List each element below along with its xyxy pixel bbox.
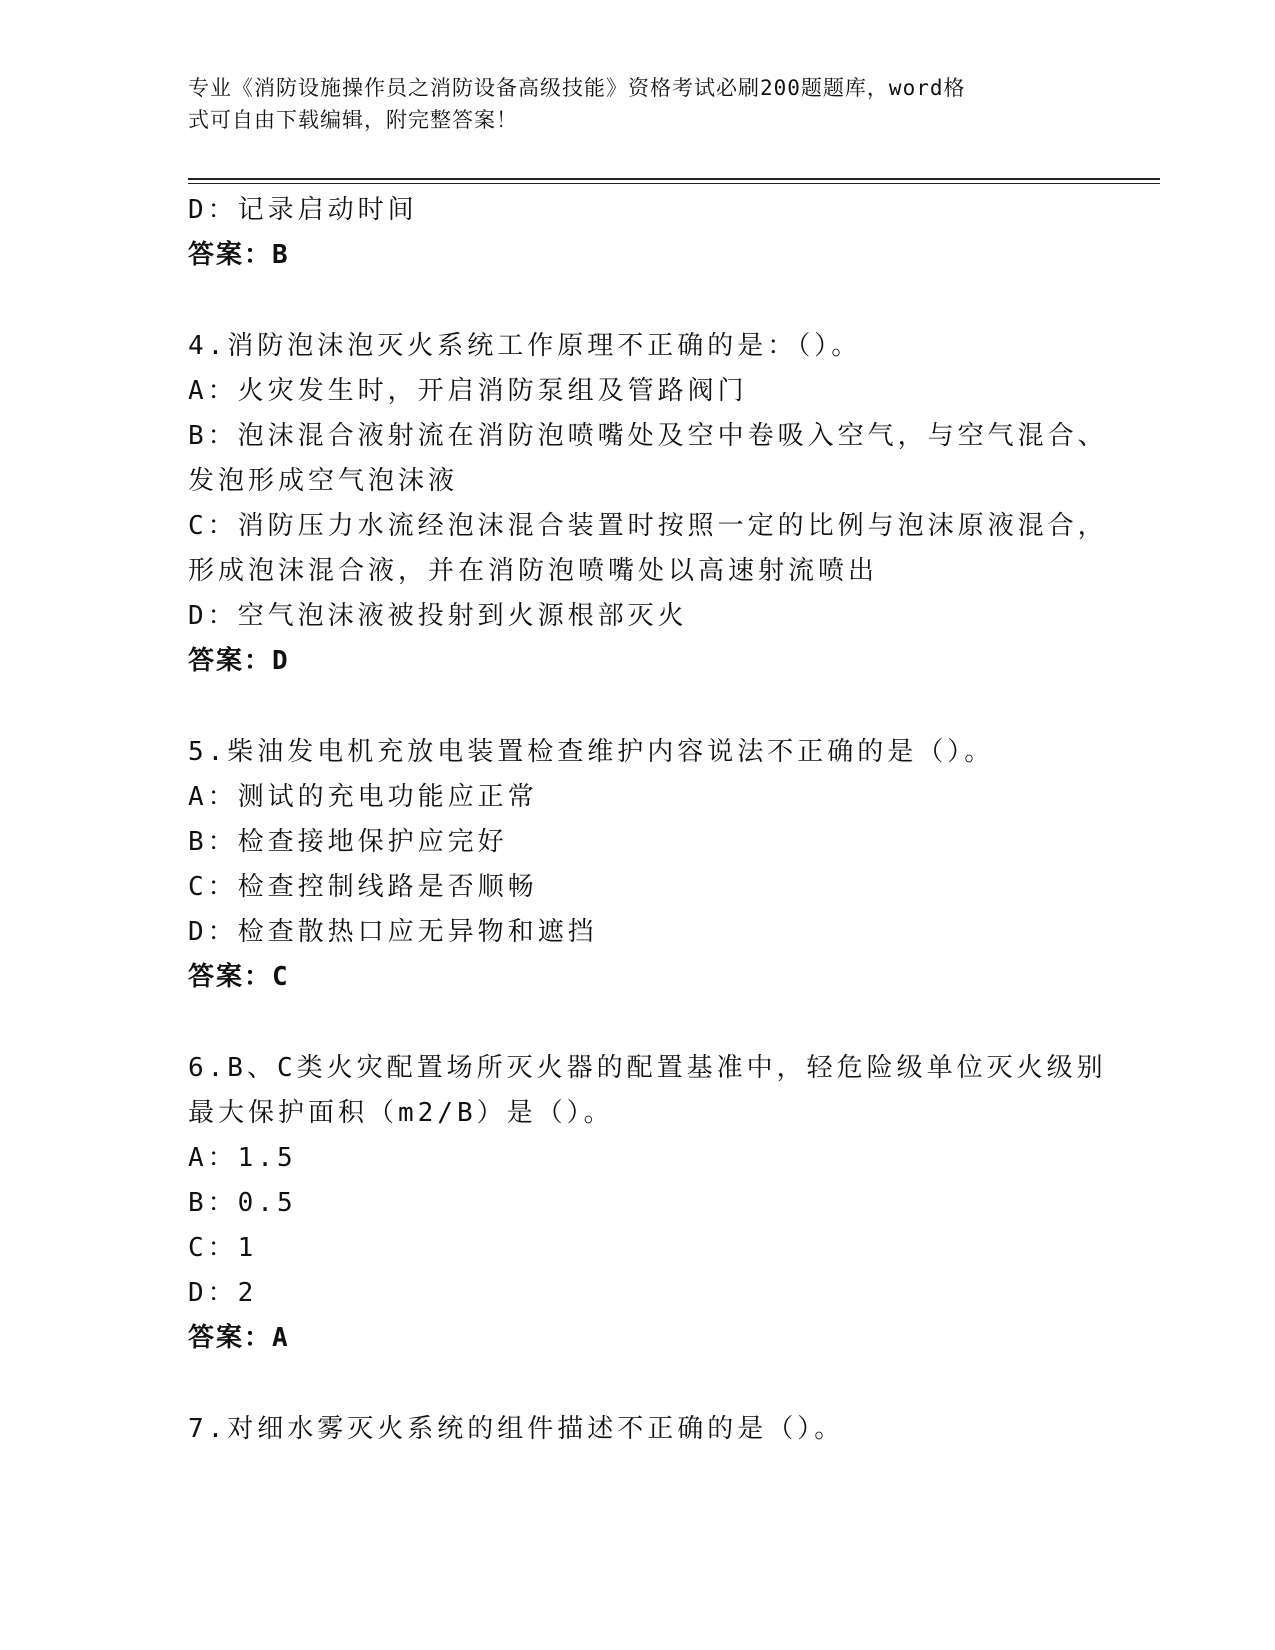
question-stem: 4.消防泡沫泡灭火系统工作原理不正确的是：（）。 <box>188 331 862 361</box>
answer-label: 答案：D <box>188 646 290 676</box>
option-d: D：空气泡沫液被投射到火源根部灭火 <box>188 601 688 631</box>
question-3-tail <box>188 188 1088 278</box>
spacer <box>188 278 1088 324</box>
option-c-line-2: 形成泡沫混合液，并在消防泡喷嘴处以高速射流喷出 <box>188 556 879 586</box>
question-stem-line-2: 最大保护面积（m2/B）是（）。 <box>188 1098 614 1128</box>
header-line-2: 式可自由下载编辑，附完整答案！ <box>188 108 518 132</box>
answer-label: 答案：A <box>188 1323 290 1353</box>
option-b: B：0.5 <box>188 1188 297 1218</box>
spacer <box>188 684 1088 730</box>
question-7 <box>188 1407 1088 1452</box>
option-d: D：2 <box>188 1278 258 1308</box>
option-b-line-2: 发泡形成空气泡沫液 <box>188 466 459 496</box>
spacer <box>188 1361 1088 1407</box>
question-6 <box>188 1046 1107 1361</box>
answer-label: 答案：B <box>188 240 290 270</box>
document-header <box>188 72 1068 136</box>
header-line-1: 专业《消防设施操作员之消防设备高级技能》资格考试必刷200题题库，word格 <box>188 76 966 100</box>
question-stem: 5.柴油发电机充放电装置检查维护内容说法不正确的是（）。 <box>188 737 995 767</box>
question-4 <box>188 324 1108 684</box>
option-a: A：1.5 <box>188 1143 297 1173</box>
answer-label: 答案：C <box>188 962 290 992</box>
question-content <box>188 188 1108 1452</box>
question-5 <box>188 730 1088 1000</box>
option-c: C：检查控制线路是否顺畅 <box>188 872 538 902</box>
question-stem: 7.对细水雾灭火系统的组件描述不正确的是（）。 <box>188 1414 845 1444</box>
option-a: A：测试的充电功能应正常 <box>188 782 538 812</box>
option-b: B：检查接地保护应完好 <box>188 827 508 857</box>
question-stem-line-1: 6.B、C类火灾配置场所灭火器的配置基准中，轻危险级单位灭火级别 <box>188 1053 1107 1083</box>
spacer <box>188 1000 1088 1046</box>
option-b-line-1: B：泡沫混合液射流在消防泡喷嘴处及空中卷吸入空气，与空气混合、 <box>188 421 1108 451</box>
option-c: C：1 <box>188 1233 258 1263</box>
option-c-line-1: C：消防压力水流经泡沫混合装置时按照一定的比例与泡沫原液混合， <box>188 511 1108 541</box>
option-a: A：火灾发生时，开启消防泵组及管路阀门 <box>188 376 748 406</box>
header-divider-thin <box>188 183 1160 184</box>
header-divider-thick <box>188 178 1160 180</box>
option-d: D：检查散热口应无异物和遮挡 <box>188 917 598 947</box>
option-d: D：记录启动时间 <box>188 195 418 225</box>
